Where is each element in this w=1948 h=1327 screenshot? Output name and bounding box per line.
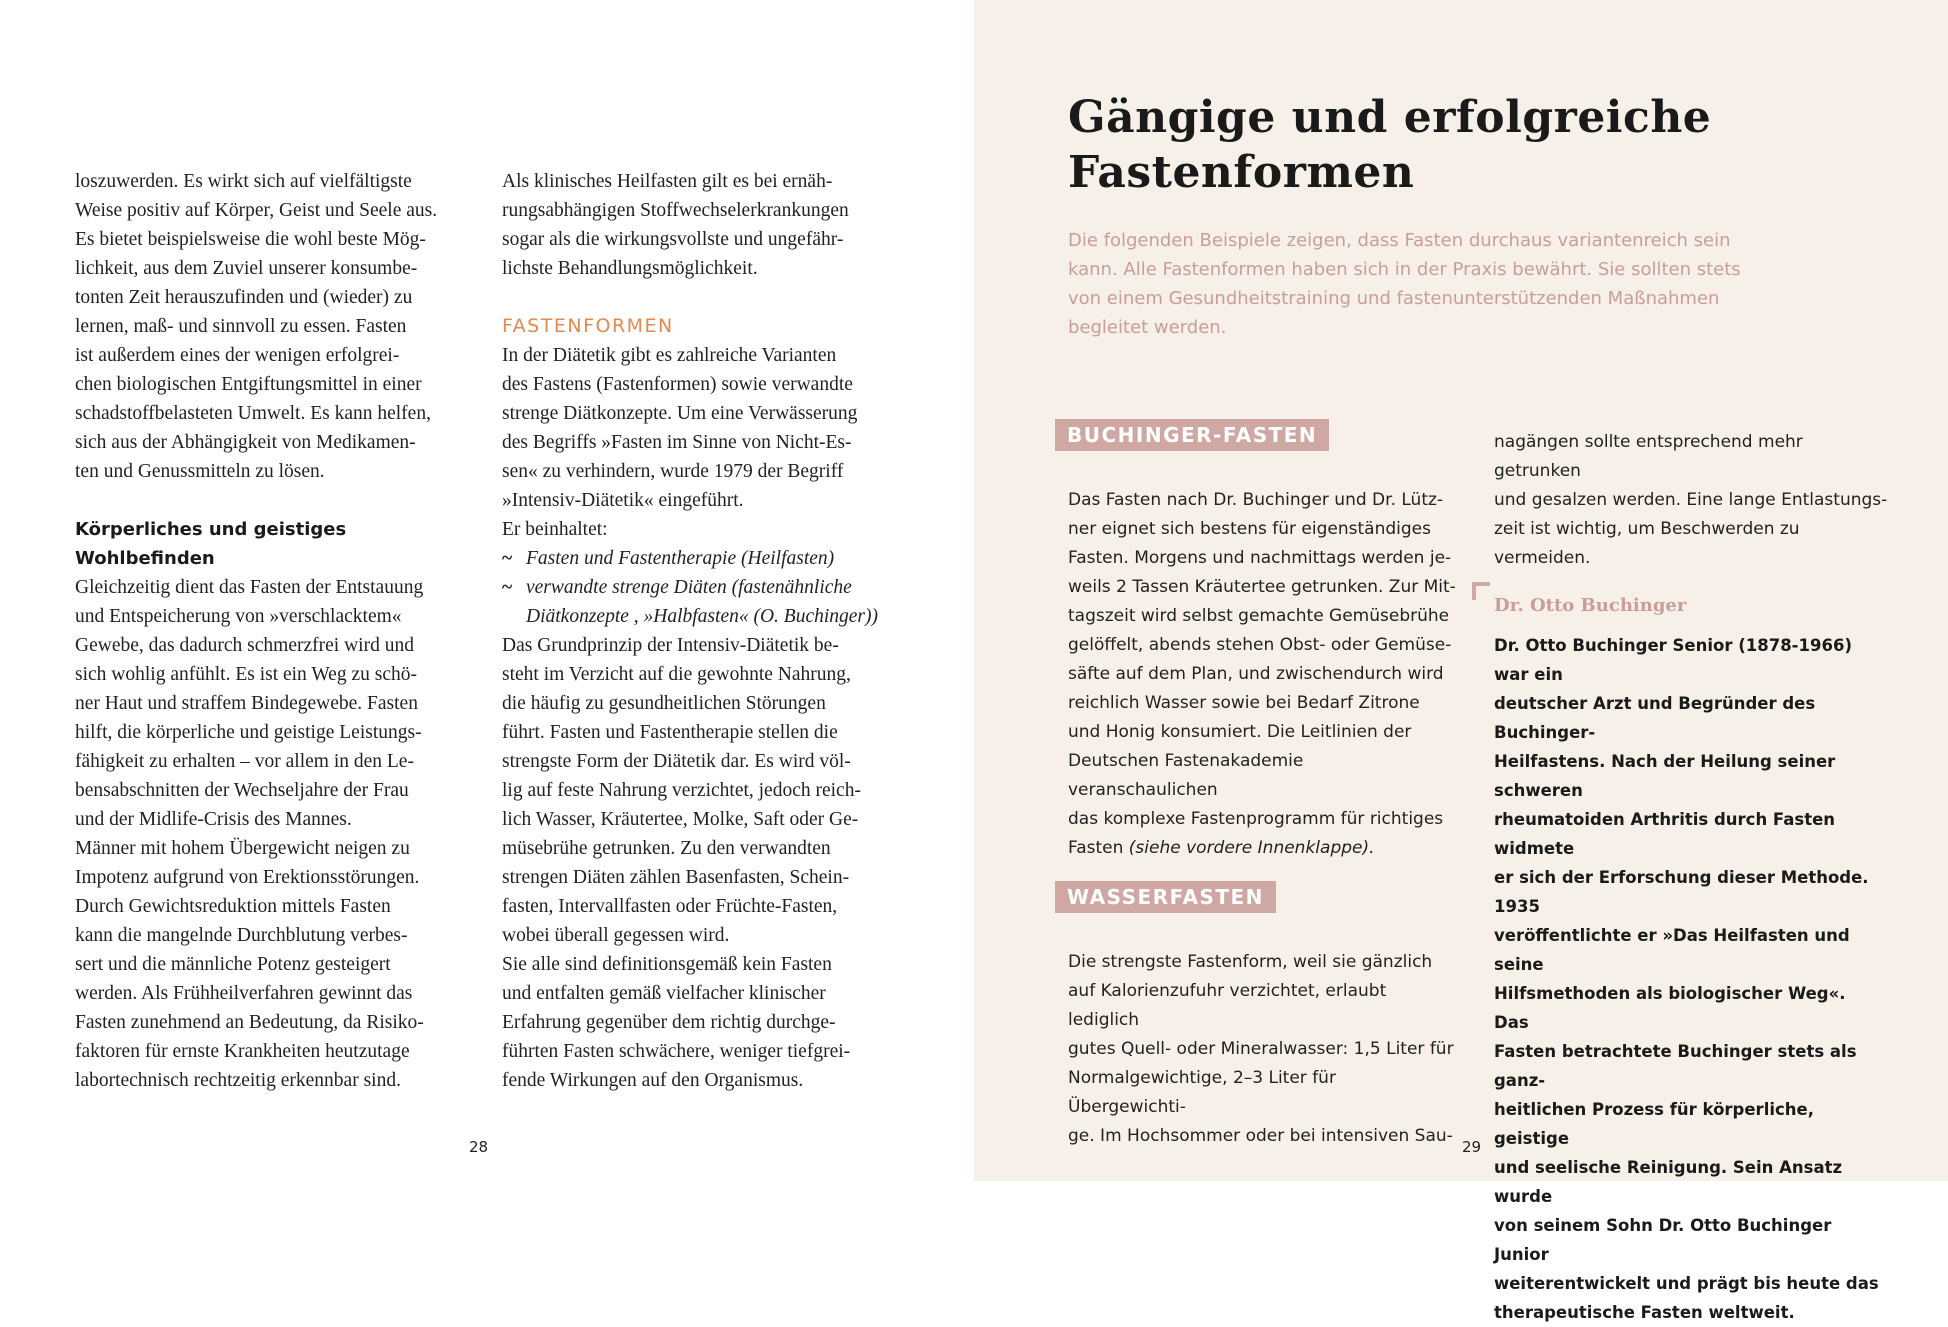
text-line: Gängige und erfolgreiche	[1068, 92, 1712, 143]
text-line: Fasten. Morgens und nachmittags werden je-	[1068, 548, 1452, 568]
text-line: Wohlbefinden	[75, 548, 215, 569]
list-item	[502, 573, 902, 631]
text-line: führten Fasten schwächere, weniger tiefgrei-	[502, 1041, 851, 1062]
corner-bracket-icon	[1472, 582, 1490, 600]
text-line: und der Midlife-Crisis des Mannes.	[75, 809, 352, 830]
left-column-1	[75, 167, 465, 1095]
text-line: des Begriffs »Fasten im Sinne von Nicht-Es-	[502, 432, 852, 453]
text-line: Fasten und Fastentherapie (Heilfasten)	[526, 548, 835, 569]
text-line: fähigkeit zu erhalten – vor allem in den Le-	[75, 751, 414, 772]
page-number-left: 28	[469, 1138, 489, 1156]
text-line: schadstoffbelasteten Umwelt. Es kann helfen,	[75, 403, 431, 424]
text-line: strenge Diätkonzepte. Um eine Verwässerung	[502, 403, 858, 424]
text-line: und entfalten gemäß vielfacher klinischer	[502, 983, 826, 1004]
text-line: sich wohlig anfühlt. Es ist ein Weg zu schö-	[75, 664, 417, 685]
text-line: fende Wirkungen auf den Organismus.	[502, 1070, 804, 1091]
text-line: Deutschen Fastenakademie veranschaulichen	[1068, 751, 1304, 800]
text-line: Sie alle sind definitionsgemäß kein Fasten	[502, 954, 832, 975]
text-line: Männer mit hohem Übergewicht neigen zu	[75, 838, 410, 859]
paragraph	[502, 167, 902, 283]
text-line: rheumatoiden Arthritis durch Fasten widmete	[1494, 810, 1836, 858]
text-line: Es bietet beispielsweise die wohl beste Mög-	[75, 229, 426, 250]
text-line: loszuwerden. Es wirkt sich auf vielfältigste	[75, 171, 412, 192]
list-marker: ~	[502, 577, 513, 598]
text-line: sen« zu verhindern, wurde 1979 der Begriff	[502, 461, 844, 482]
text-line: lichkeit, aus dem Zuviel unserer konsumbe-	[75, 258, 418, 279]
text-line: Impotenz aufgrund von Erektionsstörungen.	[75, 867, 420, 888]
text-line: ner Haut und straffem Bindegewebe. Fasten	[75, 693, 418, 714]
text-line: kann. Alle Fastenformen haben sich in der Praxis bewährt. Sie sollten stets	[1068, 259, 1741, 280]
text-line: bensabschnitten der Wechseljahre der Frau	[75, 780, 409, 801]
text-line: Fastenformen	[1068, 147, 1415, 198]
text-line: therapeutische Fasten weltweit.	[1494, 1303, 1795, 1322]
text-line: steht im Verzicht auf die gewohnte Nahrung,	[502, 664, 851, 685]
text-line: sogar als die wirkungsvollste und ungefähr-	[502, 229, 844, 250]
text-line: Weise positiv auf Körper, Geist und Seele aus.	[75, 200, 438, 221]
text-line: strengen Diäten zählen Basenfasten, Schein-	[502, 867, 850, 888]
text-line: das komplexe Fastenprogramm für richtiges	[1068, 809, 1444, 829]
text-line: rungsabhängigen Stoffwechselerkrankungen	[502, 200, 849, 221]
text-line: nagängen sollte entsprechend mehr getrunken	[1494, 432, 1803, 481]
label-buchinger-fasten: BUCHINGER-FASTEN	[1055, 419, 1329, 451]
text-line: auf Kalorienzufuhr verzichtet, erlaubt lediglich	[1068, 981, 1387, 1030]
list-item	[502, 544, 902, 573]
text-line: er sich der Erforschung dieser Methode. 1935	[1494, 868, 1869, 916]
text-line: müsebrühe getrunken. Zu den verwandten	[502, 838, 831, 859]
text-line: Das Grundprinzip der Intensiv-Diätetik be-	[502, 635, 839, 656]
paragraph	[502, 341, 902, 544]
text-line: »Intensiv-Diätetik« eingeführt.	[502, 490, 744, 511]
text-line: Gewebe, das dadurch schmerzfrei wird und	[75, 635, 414, 656]
text-line: gutes Quell- oder Mineralwasser: 1,5 Liter für	[1068, 1039, 1454, 1059]
text-line: ge. Im Hochsommer oder bei intensiven Sau-	[1068, 1126, 1453, 1146]
text-line: von seinem Sohn Dr. Otto Buchinger Junior	[1494, 1216, 1832, 1264]
text-line: führt. Fasten und Fastentherapie stellen die	[502, 722, 838, 743]
text-line: sich aus der Abhängigkeit von Medikamen-	[75, 432, 416, 453]
text-line: labortechnisch rechtzeitig erkennbar sind.	[75, 1070, 401, 1091]
text-line: veröffentlichte er »Das Heilfasten und seine	[1494, 926, 1850, 974]
text-line: und seelische Reinigung. Sein Ansatz wurde	[1494, 1158, 1843, 1206]
text-line: Fasten zunehmend an Bedeutung, da Risiko-	[75, 1012, 424, 1033]
text-line: ner eignet sich bestens für eigenständiges	[1068, 519, 1431, 539]
paragraph	[502, 631, 902, 1095]
section-title-fastenformen: FASTENFORMEN	[502, 315, 674, 337]
text-line: hilft, die körperliche und geistige Leistungs-	[75, 722, 422, 743]
text-line: Hilfsmethoden als biologischer Weg«. Das	[1494, 984, 1846, 1032]
text-line: Gleichzeitig dient das Fasten der Entstauung	[75, 577, 424, 598]
page-number-right: 29	[1462, 1138, 1482, 1156]
text-line: verwandte strenge Diäten (fastenähnliche	[526, 577, 852, 598]
text-line: zeit ist wichtig, um Beschwerden zu vermeiden.	[1494, 519, 1800, 568]
text-line: weiterentwickelt und prägt bis heute das	[1494, 1274, 1879, 1293]
text-line: von einem Gesundheitstraining und fastenunterstützenden Maßnahmen	[1068, 288, 1720, 309]
text-line: faktoren für ernste Krankheiten heutzutage	[75, 1041, 410, 1062]
text-line: Die strengste Fastenform, weil sie gänzlich	[1068, 952, 1433, 972]
paragraph	[75, 573, 465, 1095]
text-line: lernen, maß- und sinnvoll zu essen. Fasten	[75, 316, 407, 337]
text-line: strengste Form der Diätetik dar. Es wird völ-	[502, 751, 851, 772]
paragraph	[75, 167, 465, 486]
text-line: deutscher Arzt und Begründer des Buchinger-	[1494, 694, 1816, 742]
text-line: Das Fasten nach Dr. Buchinger und Dr. Lütz-	[1068, 490, 1444, 510]
text-line: lig auf feste Nahrung verzichtet, jedoch reich-	[502, 780, 861, 801]
text-line: Erfahrung gegenüber dem richtig durchge-	[502, 1012, 836, 1033]
text-line: die häufig zu gesundheitlichen Störungen	[502, 693, 826, 714]
text-line: Körperliches und geistiges	[75, 519, 347, 540]
intro-text	[1068, 226, 1788, 342]
text-line: Durch Gewichtsreduktion mittels Fasten	[75, 896, 391, 917]
text-line: Als klinisches Heilfasten gilt es bei ernäh-	[502, 171, 833, 192]
continuation-text	[1494, 428, 1894, 573]
text-line: Diätkonzepte , »Halbfasten« (O. Buchinger))	[526, 606, 879, 627]
text-line: kann die mangelnde Durchblutung verbes-	[75, 925, 408, 946]
text-line: tagszeit wird selbst gemachte Gemüsebrühe	[1068, 606, 1450, 626]
text-line: ten und Genussmitteln zu lösen.	[75, 461, 325, 482]
text-line: chen biologischen Entgiftungsmittel in einer	[75, 374, 422, 395]
text-line: reichlich Wasser sowie bei Bedarf Zitrone	[1068, 693, 1420, 713]
page-title	[1068, 90, 1848, 200]
wasserfasten-text	[1068, 948, 1458, 1151]
text-line: lich Wasser, Kräutertee, Molke, Saft oder Ge-	[502, 809, 859, 830]
text-line: Fasten betrachtete Buchinger stets als ganz-	[1494, 1042, 1857, 1090]
text-line: säfte auf dem Plan, und zwischendurch wird	[1068, 664, 1444, 684]
text-line: und Entspeicherung von »verschlacktem«	[75, 606, 402, 627]
text-line: fasten, Intervallfasten oder Früchte-Fasten,	[502, 896, 838, 917]
text-line: wobei überall gegessen wird.	[502, 925, 730, 946]
label-wasserfasten: WASSERFASTEN	[1055, 881, 1276, 913]
info-box-text	[1494, 631, 1884, 1327]
text-line: Heilfastens. Nach der Heilung seiner schweren	[1494, 752, 1836, 800]
buchinger-text: Das Fasten nach Dr. Buchinger und Dr. Lütz- ner eignet sich bestens für eigenständiges Fasten. Morgens und nachmittags werden je- weils 2 Tassen Kräutertee getrunken. Zur Mit- tagszeit wird selbst gemachte Gemüsebrühe gelöffelt, abends stehen Obst- oder Gemüse- säfte auf dem Plan, und zwischendurch wird reichlich Wasser sowie bei Bedarf Zitrone und Honig konsumiert. Die Leitlinien der Deutschen Fastenakademie veranschaulichen das komplexe Fastenprogramm für richtiges Fasten (siehe vordere Innenklappe).	[1068, 486, 1458, 863]
left-column-2	[502, 167, 902, 1095]
text-line: und gesalzen werden. Eine lange Entlastungs-	[1494, 490, 1888, 510]
text-line: ist außerdem eines der wenigen erfolgrei-	[75, 345, 400, 366]
text-line: Er beinhaltet:	[502, 519, 608, 540]
text-line: Dr. Otto Buchinger Senior (1878-1966) war ein	[1494, 636, 1852, 684]
text-line: des Fastens (Fastenformen) sowie verwandte	[502, 374, 853, 395]
text-line: tonten Zeit herauszufinden und (wieder) zu	[75, 287, 413, 308]
text-line: In der Diätetik gibt es zahlreiche Varianten	[502, 345, 837, 366]
text-line: gelöffelt, abends stehen Obst- oder Gemüse-	[1068, 635, 1452, 655]
text-line: lichste Behandlungsmöglichkeit.	[502, 258, 758, 279]
info-box-title: Dr. Otto Buchinger	[1494, 595, 1687, 616]
text-line: Normalgewichtige, 2–3 Liter für Übergewichti-	[1068, 1068, 1336, 1117]
list-marker: ~	[502, 548, 513, 569]
text-line: werden. Als Frühheilverfahren gewinnt das	[75, 983, 413, 1004]
text-line: Die folgenden Beispiele zeigen, dass Fasten durchaus variantenreich sein	[1068, 230, 1731, 251]
text-line: weils 2 Tassen Kräutertee getrunken. Zur Mit-	[1068, 577, 1456, 597]
subheading-wohlbefinden	[75, 515, 465, 573]
text-line: heitlichen Prozess für körperliche, geistige	[1494, 1100, 1814, 1148]
text-line: begleitet werden.	[1068, 317, 1227, 338]
text-line: sert und die männliche Potenz gesteigert	[75, 954, 391, 975]
text-line: und Honig konsumiert. Die Leitlinien der	[1068, 722, 1412, 742]
